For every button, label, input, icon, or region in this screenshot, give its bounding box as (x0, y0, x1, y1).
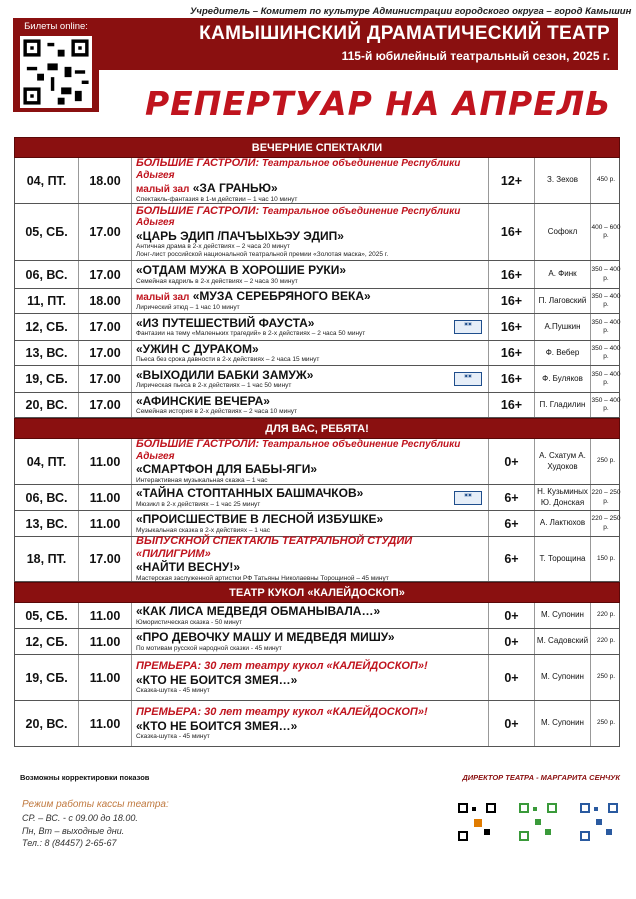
ticket-price: 350 – 400 р. (591, 370, 621, 386)
evening-row (14, 314, 620, 341)
show-author: Ф. Буляков (535, 366, 591, 392)
puppets-row (14, 655, 620, 701)
pushkin-card-badge: ▣▣ (454, 320, 482, 334)
show-award-note: Лонг-лист российской национальной театральной премии «Золотая маска», 2025 г. (136, 251, 389, 259)
tour-label: ПРЕМЬЕРА: 30 лет театру кукол «КАЛЕЙДОСКОП»! (136, 659, 428, 672)
founder-line: Учредитель – Комитет по культуре Администрации городского округа – город Камышин (190, 6, 632, 17)
show-title: «ИЗ ПУТЕШЕСТВИЙ ФАУСТА» (136, 315, 315, 330)
show-description: Лирическая пьеса в 2-х действиях – 1 час 50 минут (136, 382, 292, 390)
show-title: «ВЫХОДИЛИ БАБКИ ЗАМУЖ» (136, 367, 314, 382)
show-author: З. Зехов (535, 158, 591, 203)
show-time: 18.00 (79, 289, 132, 313)
show-date: 06, ВС. (15, 261, 79, 288)
age-rating: 16+ (489, 289, 535, 313)
puppets-rows (14, 603, 620, 747)
show-time: 11.00 (79, 511, 132, 536)
puppets-row (14, 629, 620, 655)
show-time: 17.00 (79, 204, 132, 260)
show-time: 17.00 (79, 393, 132, 417)
show-description: По мотивам русской народной сказки - 45 минут (136, 644, 282, 652)
ticket-price: 220 – 250 р. (591, 489, 621, 505)
show-author: А. Финк (535, 261, 591, 288)
show-description: Мюзикл в 2-х действиях – 1 час 25 минут (136, 500, 261, 508)
show-author: М. Супонин (535, 655, 591, 700)
age-rating: 16+ (489, 204, 535, 260)
show-date: 18, ПТ. (15, 537, 79, 581)
age-rating: 16+ (489, 314, 535, 340)
kids-row (14, 511, 620, 537)
age-rating: 6+ (489, 485, 535, 510)
age-rating: 0+ (489, 629, 535, 654)
show-author: А. Лактюхов (535, 511, 591, 536)
puppets-row (14, 701, 620, 747)
show-date: 11, ПТ. (15, 289, 79, 313)
ticket-price: 250 р. (596, 719, 616, 727)
age-rating: 0+ (489, 603, 535, 628)
show-title: «ПРО ДЕВОЧКУ МАШУ И МЕДВЕДЯ МИШУ» (136, 630, 395, 645)
show-time: 17.00 (79, 366, 132, 392)
show-date: 12, СБ. (15, 629, 79, 654)
box-office-phone: Тел.: 8 (84457) 2-65-67 (22, 838, 117, 849)
repertoire-table (14, 137, 620, 747)
show-date: 20, ВС. (15, 701, 79, 746)
show-time: 11.00 (79, 485, 132, 510)
show-info (132, 158, 489, 203)
age-rating: 12+ (489, 158, 535, 203)
tour-label: ВЫПУСКНОЙ СПЕКТАКЛЬ ТЕАТРАЛЬНОЙ СТУДИИ «ПИЛИГРИМ» (136, 535, 413, 560)
hall-label: малый зал (136, 184, 190, 196)
show-description: Античная драма в 2-х действиях – 2 часа 20 минут (136, 243, 290, 251)
show-info (132, 204, 489, 260)
qr-code-2[interactable] (517, 801, 559, 843)
tickets-label: Билеты online: (24, 21, 88, 32)
show-info (132, 439, 489, 484)
show-info (132, 314, 489, 340)
page-title: РЕПЕРТУАР НА АПРЕЛЬ (145, 84, 612, 123)
show-author: М. Садовский (535, 629, 591, 654)
show-author: П. Гладилин (535, 393, 591, 417)
section-kids: ДЛЯ ВАС, РЕБЯТА! (14, 418, 620, 439)
season-text: 115-й юбилейный театральный сезон, 2025 г. (341, 49, 610, 63)
evening-row (14, 204, 620, 261)
show-date: 20, ВС. (15, 393, 79, 417)
tour-label: БОЛЬШИЕ ГАСТРОЛИ: Театральное объединение Республики Адыгея (136, 204, 461, 229)
ticket-price: 400 – 600 р. (591, 223, 621, 239)
show-date: 04, ПТ. (15, 439, 79, 484)
ticket-price: 350 – 400 р. (591, 344, 621, 360)
show-time: 11.00 (79, 439, 132, 484)
show-description: Семейная кадриль в 2-х действиях – 2 часа 30 минут (136, 277, 298, 285)
show-date: 19, СБ. (15, 366, 79, 392)
show-info (132, 629, 489, 654)
hall-label: малый зал (136, 292, 190, 304)
show-info (132, 261, 489, 288)
show-time: 11.00 (79, 629, 132, 654)
show-info (132, 341, 489, 365)
show-info (132, 366, 489, 392)
show-author: П. Лаговский (535, 289, 591, 313)
show-title: «КТО НЕ БОИТСЯ ЗМЕЯ…» (136, 718, 298, 733)
show-title: «НАЙТИ ВЕСНУ!» (136, 560, 241, 575)
show-description: Фантазии на тему «Маленьких трагедий» в 2-х действиях – 2 часа 50 минут (136, 330, 366, 338)
ticket-price: 250 р. (596, 673, 616, 681)
pushkin-card-badge: ▣▣ (454, 372, 482, 386)
show-title: «УЖИН С ДУРАКОМ» (136, 341, 259, 356)
show-author: Т. Торощина (535, 537, 591, 581)
ticket-price: 450 р. (596, 176, 616, 184)
show-title: малый зал «МУЗА СЕРЕБРЯНОГО ВЕКА» (136, 289, 371, 304)
tickets-online-box (13, 18, 99, 112)
show-author: Софокл (535, 204, 591, 260)
show-title: малый зал «ЗА ГРАНЬЮ» (136, 181, 278, 196)
show-date: 19, СБ. (15, 655, 79, 700)
ticket-price: 350 – 400 р. (591, 266, 621, 282)
show-date: 05, СБ. (15, 204, 79, 260)
show-title: «ТАЙНА СТОПТАННЫХ БАШМАЧКОВ» (136, 486, 364, 501)
ticket-price: 220 – 250 р. (591, 515, 621, 531)
show-description: Юмористическая сказка - 50 минут (136, 618, 242, 626)
box-office-days-off: Пн, Вт – выходные дни. (22, 825, 125, 836)
evening-row (14, 341, 620, 366)
age-rating: 16+ (489, 393, 535, 417)
age-rating: 6+ (489, 511, 535, 536)
show-date: 13, ВС. (15, 341, 79, 365)
show-description: Мастерская заслуженной артистки РФ Татьяны Николаевны Торощиной – 45 минут (136, 574, 389, 582)
show-title: «ЦАРЬ ЭДИП /ПАЧЪЫХЬЭУ ЭДИП» (136, 228, 344, 243)
ticket-price: 350 – 400 р. (591, 318, 621, 334)
box-office-info (22, 798, 169, 850)
show-time: 11.00 (79, 701, 132, 746)
tour-label: БОЛЬШИЕ ГАСТРОЛИ: Театральное объединение Республики Адыгея (136, 438, 461, 462)
age-rating: 16+ (489, 261, 535, 288)
ticket-price: 250 р. (596, 457, 616, 465)
section-puppets: ТЕАТР КУКОЛ «КАЛЕЙДОСКОП» (14, 582, 620, 603)
show-date: 05, СБ. (15, 603, 79, 628)
ticket-price: 350 – 400 р. (591, 292, 621, 308)
show-title: «ПРОИСШЕСТВИЕ В ЛЕСНОЙ ИЗБУШКЕ» (136, 512, 384, 527)
evening-row (14, 289, 620, 314)
show-description: Сказка-шутка - 45 минут (136, 686, 210, 694)
show-time: 17.00 (79, 341, 132, 365)
show-info (132, 289, 489, 313)
show-title: «АФИНСКИЕ ВЕЧЕРА» (136, 393, 270, 408)
show-author: Ф. Вебер (535, 341, 591, 365)
evening-row (14, 393, 620, 418)
show-time: 17.00 (79, 537, 132, 581)
show-author: Н. Кузьминых Ю. Донская (535, 485, 591, 510)
age-rating: 16+ (489, 341, 535, 365)
theatre-name: КАМЫШИНСКИЙ ДРАМАТИЧЕСКИЙ ТЕАТР (199, 23, 610, 44)
section-evening: ВЕЧЕРНИЕ СПЕКТАКЛИ (14, 137, 620, 158)
tour-label: ПРЕМЬЕРА: 30 лет театру кукол «КАЛЕЙДОСКОП»! (136, 705, 428, 718)
show-time: 17.00 (79, 314, 132, 340)
box-office-head: Режим работы кассы театра: (22, 799, 169, 810)
box-office-hours: СР. – ВС. - с 09.00 до 18.00. (22, 813, 138, 823)
show-author: А.Пушкин (535, 314, 591, 340)
age-rating: 6+ (489, 537, 535, 581)
kids-row (14, 485, 620, 511)
qr-code-1[interactable] (456, 801, 498, 843)
kids-rows (14, 439, 620, 582)
show-info (132, 655, 489, 700)
age-rating: 16+ (489, 366, 535, 392)
show-description: Семейная история в 2-х действиях – 2 часа 10 минут (136, 408, 298, 416)
show-date: 04, ПТ. (15, 158, 79, 203)
show-date: 12, СБ. (15, 314, 79, 340)
show-time: 17.00 (79, 261, 132, 288)
evening-row (14, 158, 620, 204)
show-info (132, 603, 489, 628)
ticket-price: 220 р. (596, 637, 616, 645)
kids-row (14, 439, 620, 485)
show-date: 13, ВС. (15, 511, 79, 536)
show-info (132, 511, 489, 536)
qr-code-3[interactable] (578, 801, 620, 843)
theatre-banner (99, 18, 618, 70)
show-info (132, 485, 489, 510)
show-date: 06, ВС. (15, 485, 79, 510)
show-time: 11.00 (79, 655, 132, 700)
show-description: Музыкальная сказка в 2-х действиях – 1 час (136, 526, 270, 534)
show-info (132, 537, 489, 581)
show-info (132, 393, 489, 417)
puppets-row (14, 603, 620, 629)
show-description: Лирический этюд – 1 час 10 минут (136, 304, 240, 312)
evening-row (14, 366, 620, 393)
show-description: Сказка-шутка - 45 минут (136, 732, 210, 740)
show-title: «КАК ЛИСА МЕДВЕДЯ ОБМАНЫВАЛА…» (136, 604, 381, 619)
show-author: А. Схатум А. Худоков (535, 439, 591, 484)
ticket-price: 150 р. (596, 554, 616, 562)
pushkin-card-badge: ▣▣ (454, 491, 482, 505)
age-rating: 0+ (489, 655, 535, 700)
evening-row (14, 261, 620, 289)
show-description: Спектакль-фантазия в 1-м действии – 1 час 10 минут (136, 196, 298, 204)
ticket-price: 350 – 400 р. (591, 396, 621, 412)
age-rating: 0+ (489, 439, 535, 484)
director-line: ДИРЕКТОР ТЕАТРА - МАРГАРИТА СЕНЧУК (462, 773, 620, 782)
show-description: Пьеса без срока давности в 2-х действиях – 2 часа 15 минут (136, 356, 320, 364)
show-time: 11.00 (79, 603, 132, 628)
kids-row (14, 537, 620, 582)
evening-rows (14, 158, 620, 418)
show-info (132, 701, 489, 746)
ticket-price: 220 р. (596, 611, 616, 619)
changes-note: Возможны корректировки показов (20, 773, 150, 782)
show-description: Интерактивная музыкальная сказка – 1 час (136, 476, 268, 484)
show-title: «КТО НЕ БОИТСЯ ЗМЕЯ…» (136, 672, 298, 687)
show-title: «ОТДАМ МУЖА В ХОРОШИЕ РУКИ» (136, 263, 347, 278)
tour-label: БОЛЬШИЕ ГАСТРОЛИ: Театральное объединение Республики Адыгея (136, 156, 461, 181)
age-rating: 0+ (489, 701, 535, 746)
tickets-qr-code[interactable] (20, 36, 92, 108)
show-author: М. Супонин (535, 603, 591, 628)
show-title: «СМАРТФОН ДЛЯ БАБЫ-ЯГИ» (136, 462, 317, 477)
show-author: М. Супонин (535, 701, 591, 746)
show-time: 18.00 (79, 158, 132, 203)
